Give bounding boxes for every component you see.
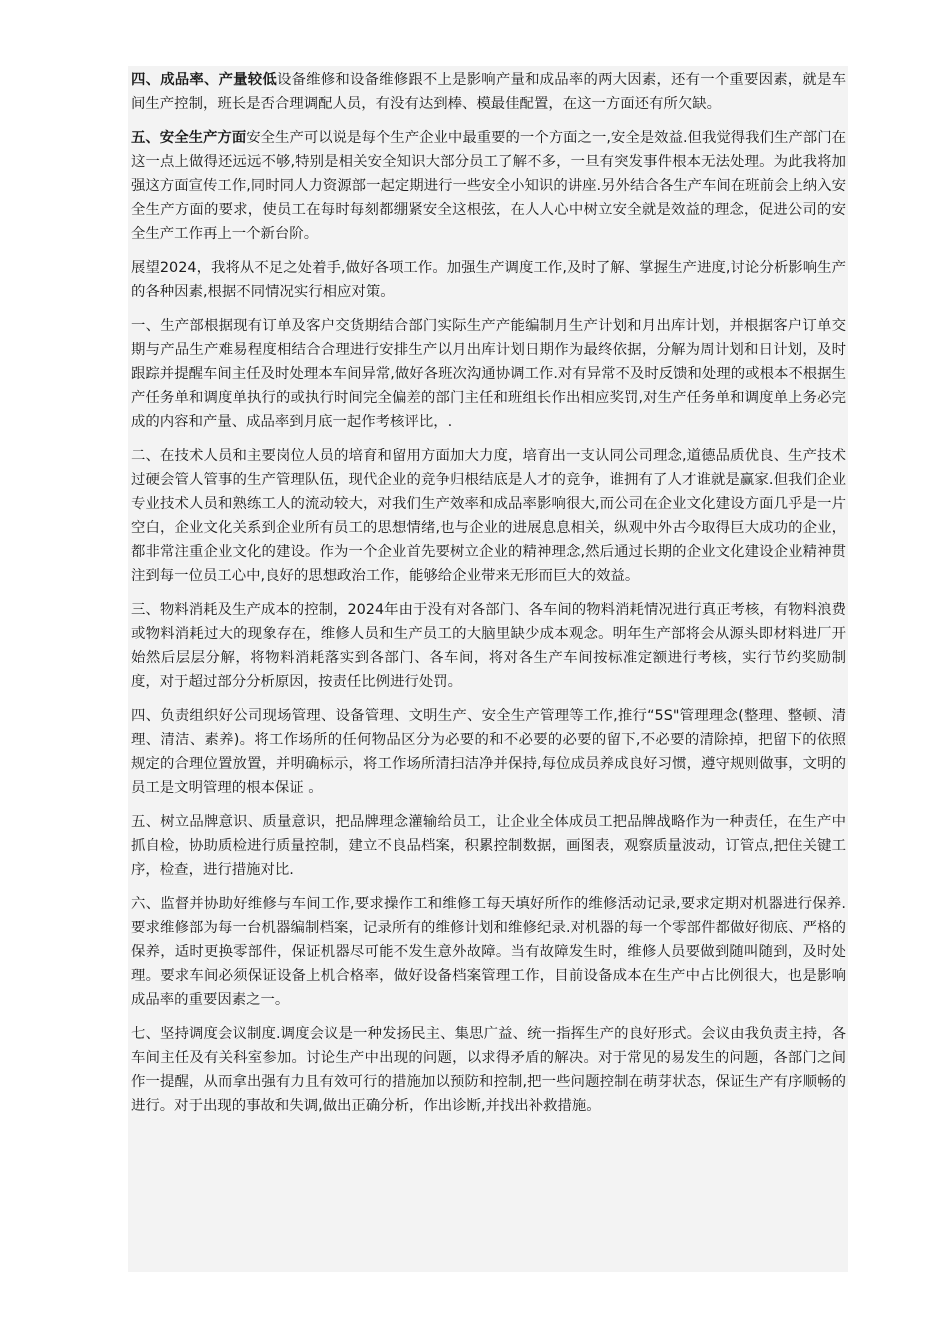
paragraph-safety (131, 126, 846, 246)
paragraph-text: 四、负责组织好公司现场管理、设备管理、文明生产、安全生产管理等工作,推行“5S"管理理念(整理、整顿、清理、清洁、素养)。将工作场所的任何物品区分为必要的和不必要的必要的留下,不必要的清除掉，把留下的依照规定的合理位置放置，并明确标示，将工作场所清扫洁净并保持,每位成员养成良好习惯，遵守规则做事，文明的员工是文明管理的根本保证 。 (131, 708, 846, 796)
paragraph-text: 安全生产可以说是每个生产企业中最重要的一个方面之一,安全是效益.但我觉得我们生产部门在这一点上做得还远远不够,特别是相关安全知识大部分员工了解不多，一旦有突发事件根本无法处理。为此我将加强这方面宣传工作,同时同人力资源部一起定期进行一些安全小知识的讲座.另外结合各生产车间在班前会上纳入安全生产方面的要求，使员工在每时每刻都绷紧安全这根弦，在人人心中树立安全就是效益的理念，促进公司的安全生产工作再上一个新台阶。 (131, 130, 846, 242)
paragraph-text: 七、坚持调度会议制度.调度会议是一种发扬民主、集思广益、统一指挥生产的良好形式。会议由我负责主持，各车间主任及有关科室参加。讨论生产中出现的问题，以求得矛盾的解决。对于常见的易发生的问题，各部门之间作一提醒，从而拿出强有力且有效可行的措施加以预防和控制,把一些问题控制在萌芽状态，保证生产有序顺畅的进行。对于出现的事故和失调,做出正确分析，作出诊断,并找出补救措施。 (131, 1026, 846, 1114)
paragraph-outlook (131, 256, 846, 304)
paragraph-plan-2 (131, 444, 846, 588)
paragraph-text: 三、物料消耗及生产成本的控制，2024年由于没有对各部门、各车间的物料消耗情况进行真正考核，有物料浪费或物料消耗过大的现象存在，维修人员和生产员工的大脑里缺少成本观念。明年生产部将会从源头即材料进厂开始然后层层分解，将物料消耗落实到各部门、各车间，将对各生产车间按标准定额进行考核，实行节约奖励制度，对于超过部分分析原因，按责任比例进行处罚。 (131, 602, 846, 690)
paragraph-text: 设备维修和设备维修跟不上是影响产量和成品率的两大因素，还有一个重要因素，就是车间生产控制，班长是否合理调配人员，有没有达到棒、模最佳配置，在这一方面还有所欠缺。 (131, 72, 846, 112)
paragraph-plan-6 (131, 892, 846, 1012)
paragraph-plan-4 (131, 704, 846, 800)
paragraph-text: 二、在技术人员和主要岗位人员的培育和留用方面加大力度，培育出一支认同公司理念,道德品质优良、生产技术过硬会管人管事的生产管理队伍，现代企业的竞争归根结底是人才的竞争，谁拥有了人才谁就是赢家.但我们企业专业技术人员和熟练工人的流动较大，对我们生产效率和成品率影响很大,而公司在企业文化建设方面几乎是一片空白，企业文化关系到企业所有员工的思想情绪,也与企业的进展息息相关，纵观中外古今取得巨大成功的企业，都非常注重企业文化的建设。作为一个企业首先要树立企业的精神理念,然后通过长期的企业文化建设企业精神贯注到每一位员工心中,良好的思想政治工作，能够给企业带来无形而巨大的效益。 (131, 448, 846, 584)
paragraph-plan-1 (131, 314, 846, 434)
paragraph-text: 一、生产部根据现有订单及客户交货期结合部门实际生产产能编制月生产计划和月出库计划，并根据客户订单交期与产品生产难易程度相结合合理进行安排生产以月出库计划日期作为最终依据，分解为周计划和日计划，及时跟踪并提醒车间主任及时处理本车间异常,做好各班次沟通协调工作.对有异常不及时反馈和处理的或根本不根据生产任务单和调度单执行的或执行时间完全偏差的部门主任和班组长作出相应奖罚,对生产任务单和调度单上务必完成的内容和产量、成品率到月底一起作考核评比，. (131, 318, 846, 430)
paragraph-yield-output (131, 68, 846, 116)
paragraph-plan-3 (131, 598, 846, 694)
paragraph-text: 六、监督并协助好维修与车间工作,要求操作工和维修工每天填好所作的维修活动记录,要求定期对机器进行保养.要求维修部为每一台机器编制档案，记录所有的维修计划和维修纪录.对机器的每一个零部件都做好彻底、严格的保养，适时更换零部件，保证机器尽可能不发生意外故障。当有故障发生时，维修人员要做到随叫随到，及时处理。要求车间必须保证设备上机合格率，做好设备档案管理工作，目前设备成本在生产中占比例很大，也是影响成品率的重要因素之一。 (131, 896, 846, 1008)
paragraph-heading: 四、成品率、产量较低 (131, 72, 277, 88)
paragraph-text: 展望2024，我将从不足之处着手,做好各项工作。加强生产调度工作,及时了解、掌握生产进度,讨论分析影响生产的各种因素,根据不同情况实行相应对策。 (131, 260, 846, 300)
paragraph-plan-5 (131, 810, 846, 882)
document-page (128, 66, 848, 1272)
paragraph-heading: 五、安全生产方面 (131, 130, 247, 146)
paragraph-plan-7 (131, 1022, 846, 1118)
paragraph-text: 五、树立品牌意识、质量意识，把品牌理念灌输给员工，让企业全体成员工把品牌战略作为一种责任，在生产中抓自检，协助质检进行质量控制，建立不良品档案，积累控制数据，画图表，观察质量波动，订管点,把住关键工序，检查，进行措施对比. (131, 814, 846, 878)
